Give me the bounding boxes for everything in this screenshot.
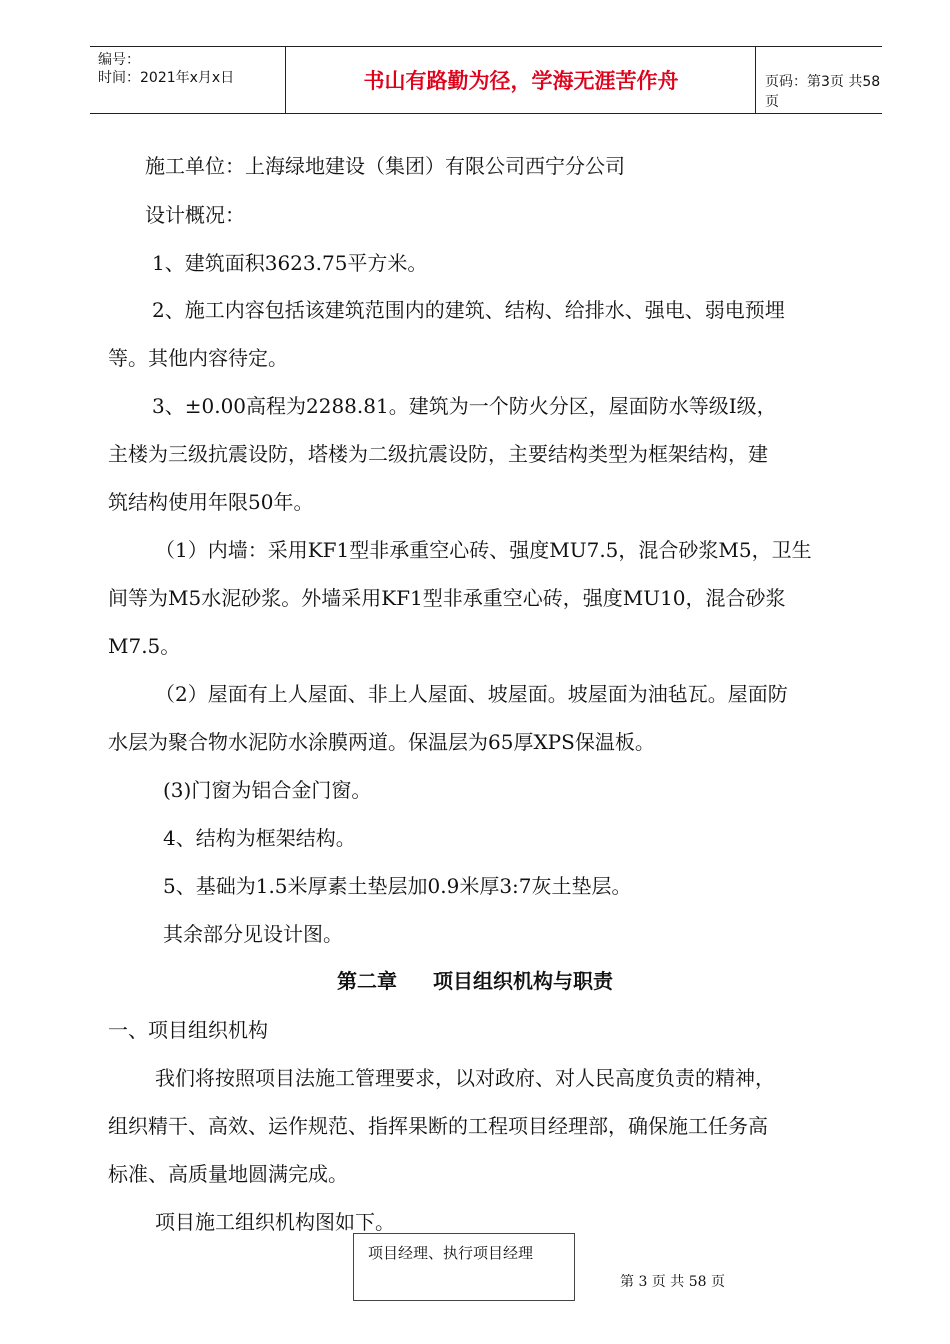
- body-line: 等。其他内容待定。: [108, 346, 288, 370]
- body-line: 我们将按照项目法施工管理要求，以对政府、对人民高度负责的精神，: [155, 1066, 775, 1090]
- doc-number-label: 编号：: [98, 52, 140, 68]
- body-line: 1、建筑面积3623.75平方米。: [152, 251, 428, 275]
- body-line: 筑结构使用年限50年。: [108, 490, 314, 514]
- doc-time-label: 时间：2021年x月x日: [98, 70, 235, 86]
- body-line: 项目施工组织机构图如下。: [155, 1210, 395, 1234]
- body-line: 设计概况：: [145, 203, 245, 227]
- body-line: （2）屋面有上人屋面、非上人屋面、坡屋面。坡屋面为油毡瓦。屋面防: [155, 682, 788, 706]
- body-line: 标准、高质量地圆满完成。: [108, 1162, 348, 1186]
- chapter-number: 第二章: [337, 969, 397, 993]
- page-footer: 第 3 页 共 58 页: [620, 1274, 725, 1290]
- section-title: 一、项目组织机构: [108, 1018, 268, 1042]
- org-chart-box-label: 项目经理、执行项目经理: [368, 1244, 534, 1262]
- body-line: 水层为聚合物水泥防水涂膜两道。保温层为65厚XPS保温板。: [108, 730, 655, 754]
- header-divider: [285, 47, 286, 113]
- chapter-title: 项目组织机构与职责: [433, 969, 613, 993]
- body-line: 其余部分见设计图。: [163, 922, 343, 946]
- header-page-label: 页码：第3页 共58页: [765, 74, 881, 110]
- body-line: M7.5。: [108, 634, 181, 658]
- body-line: 施工单位：上海绿地建设（集团）有限公司西宁分公司: [145, 154, 625, 178]
- header-motto: 书山有路勤为径，学海无涯苦作舟: [363, 69, 679, 93]
- body-line: 4、结构为框架结构。: [163, 826, 356, 850]
- org-chart-box: [353, 1233, 575, 1301]
- body-line: 组织精干、高效、运作规范、指挥果断的工程项目经理部，确保施工任务高: [108, 1114, 768, 1138]
- page-header: [90, 46, 882, 114]
- body-line: 3、±0.00高程为2288.81。建筑为一个防火分区，屋面防水等级Ⅰ级，: [152, 394, 777, 418]
- body-line: (3)门窗为铝合金门窗。: [163, 778, 372, 802]
- chapter-heading: [0, 968, 950, 994]
- body-line: （1）内墙：采用KF1型非承重空心砖、强度MU7.5，混合砂浆M5，卫生: [155, 538, 812, 562]
- header-divider: [755, 47, 756, 113]
- body-line: 2、施工内容包括该建筑范围内的建筑、结构、给排水、强电、弱电预埋: [152, 298, 785, 322]
- body-line: 间等为M5水泥砂浆。外墙采用KF1型非承重空心砖，强度MU10，混合砂浆: [108, 586, 786, 610]
- body-line: 主楼为三级抗震设防，塔楼为二级抗震设防，主要结构类型为框架结构，建: [108, 442, 768, 466]
- body-line: 5、基础为1.5米厚素土垫层加0.9米厚3:7灰土垫层。: [163, 874, 632, 898]
